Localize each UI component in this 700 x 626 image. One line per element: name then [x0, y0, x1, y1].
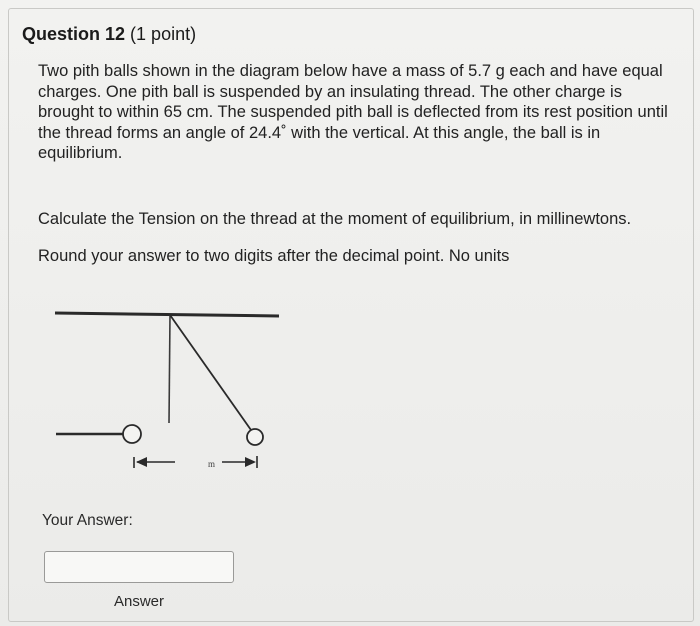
question-number: Question 12	[22, 24, 126, 44]
deflected-thread	[170, 315, 251, 430]
distance-label: m	[208, 459, 216, 469]
answer-input[interactable]	[44, 551, 234, 583]
suspended-pith-ball	[247, 429, 263, 445]
distance-left-arrowhead	[136, 457, 147, 467]
question-instruction: Calculate the Tension on the thread at the moment of equilibrium, in millinewtons.	[38, 210, 632, 228]
question-text: Two pith balls shown in the diagram below have a mass of 5.7 g each and have equal charges. One pith ball is suspended by an insulating thread. The other charge is brought to within 65 cm. The suspended pith ball is deflected from its rest position until the thread forms an angle of 24.4˚ with the vertical. At this angle, the ball is in equilibrium.	[38, 62, 668, 162]
support-bar	[55, 313, 279, 316]
question-points: (1 point)	[130, 24, 197, 44]
question-body	[38, 61, 678, 164]
answer-label: Your Answer:	[42, 512, 133, 529]
fixed-pith-ball	[123, 425, 141, 443]
question-title	[22, 24, 196, 45]
vertical-reference-line	[169, 315, 170, 423]
rounding-instruction: Round your answer to two digits after the decimal point. No units	[38, 247, 510, 265]
answer-hint: Answer	[114, 593, 165, 610]
pith-ball-diagram	[50, 305, 290, 480]
distance-right-arrowhead	[245, 457, 256, 467]
